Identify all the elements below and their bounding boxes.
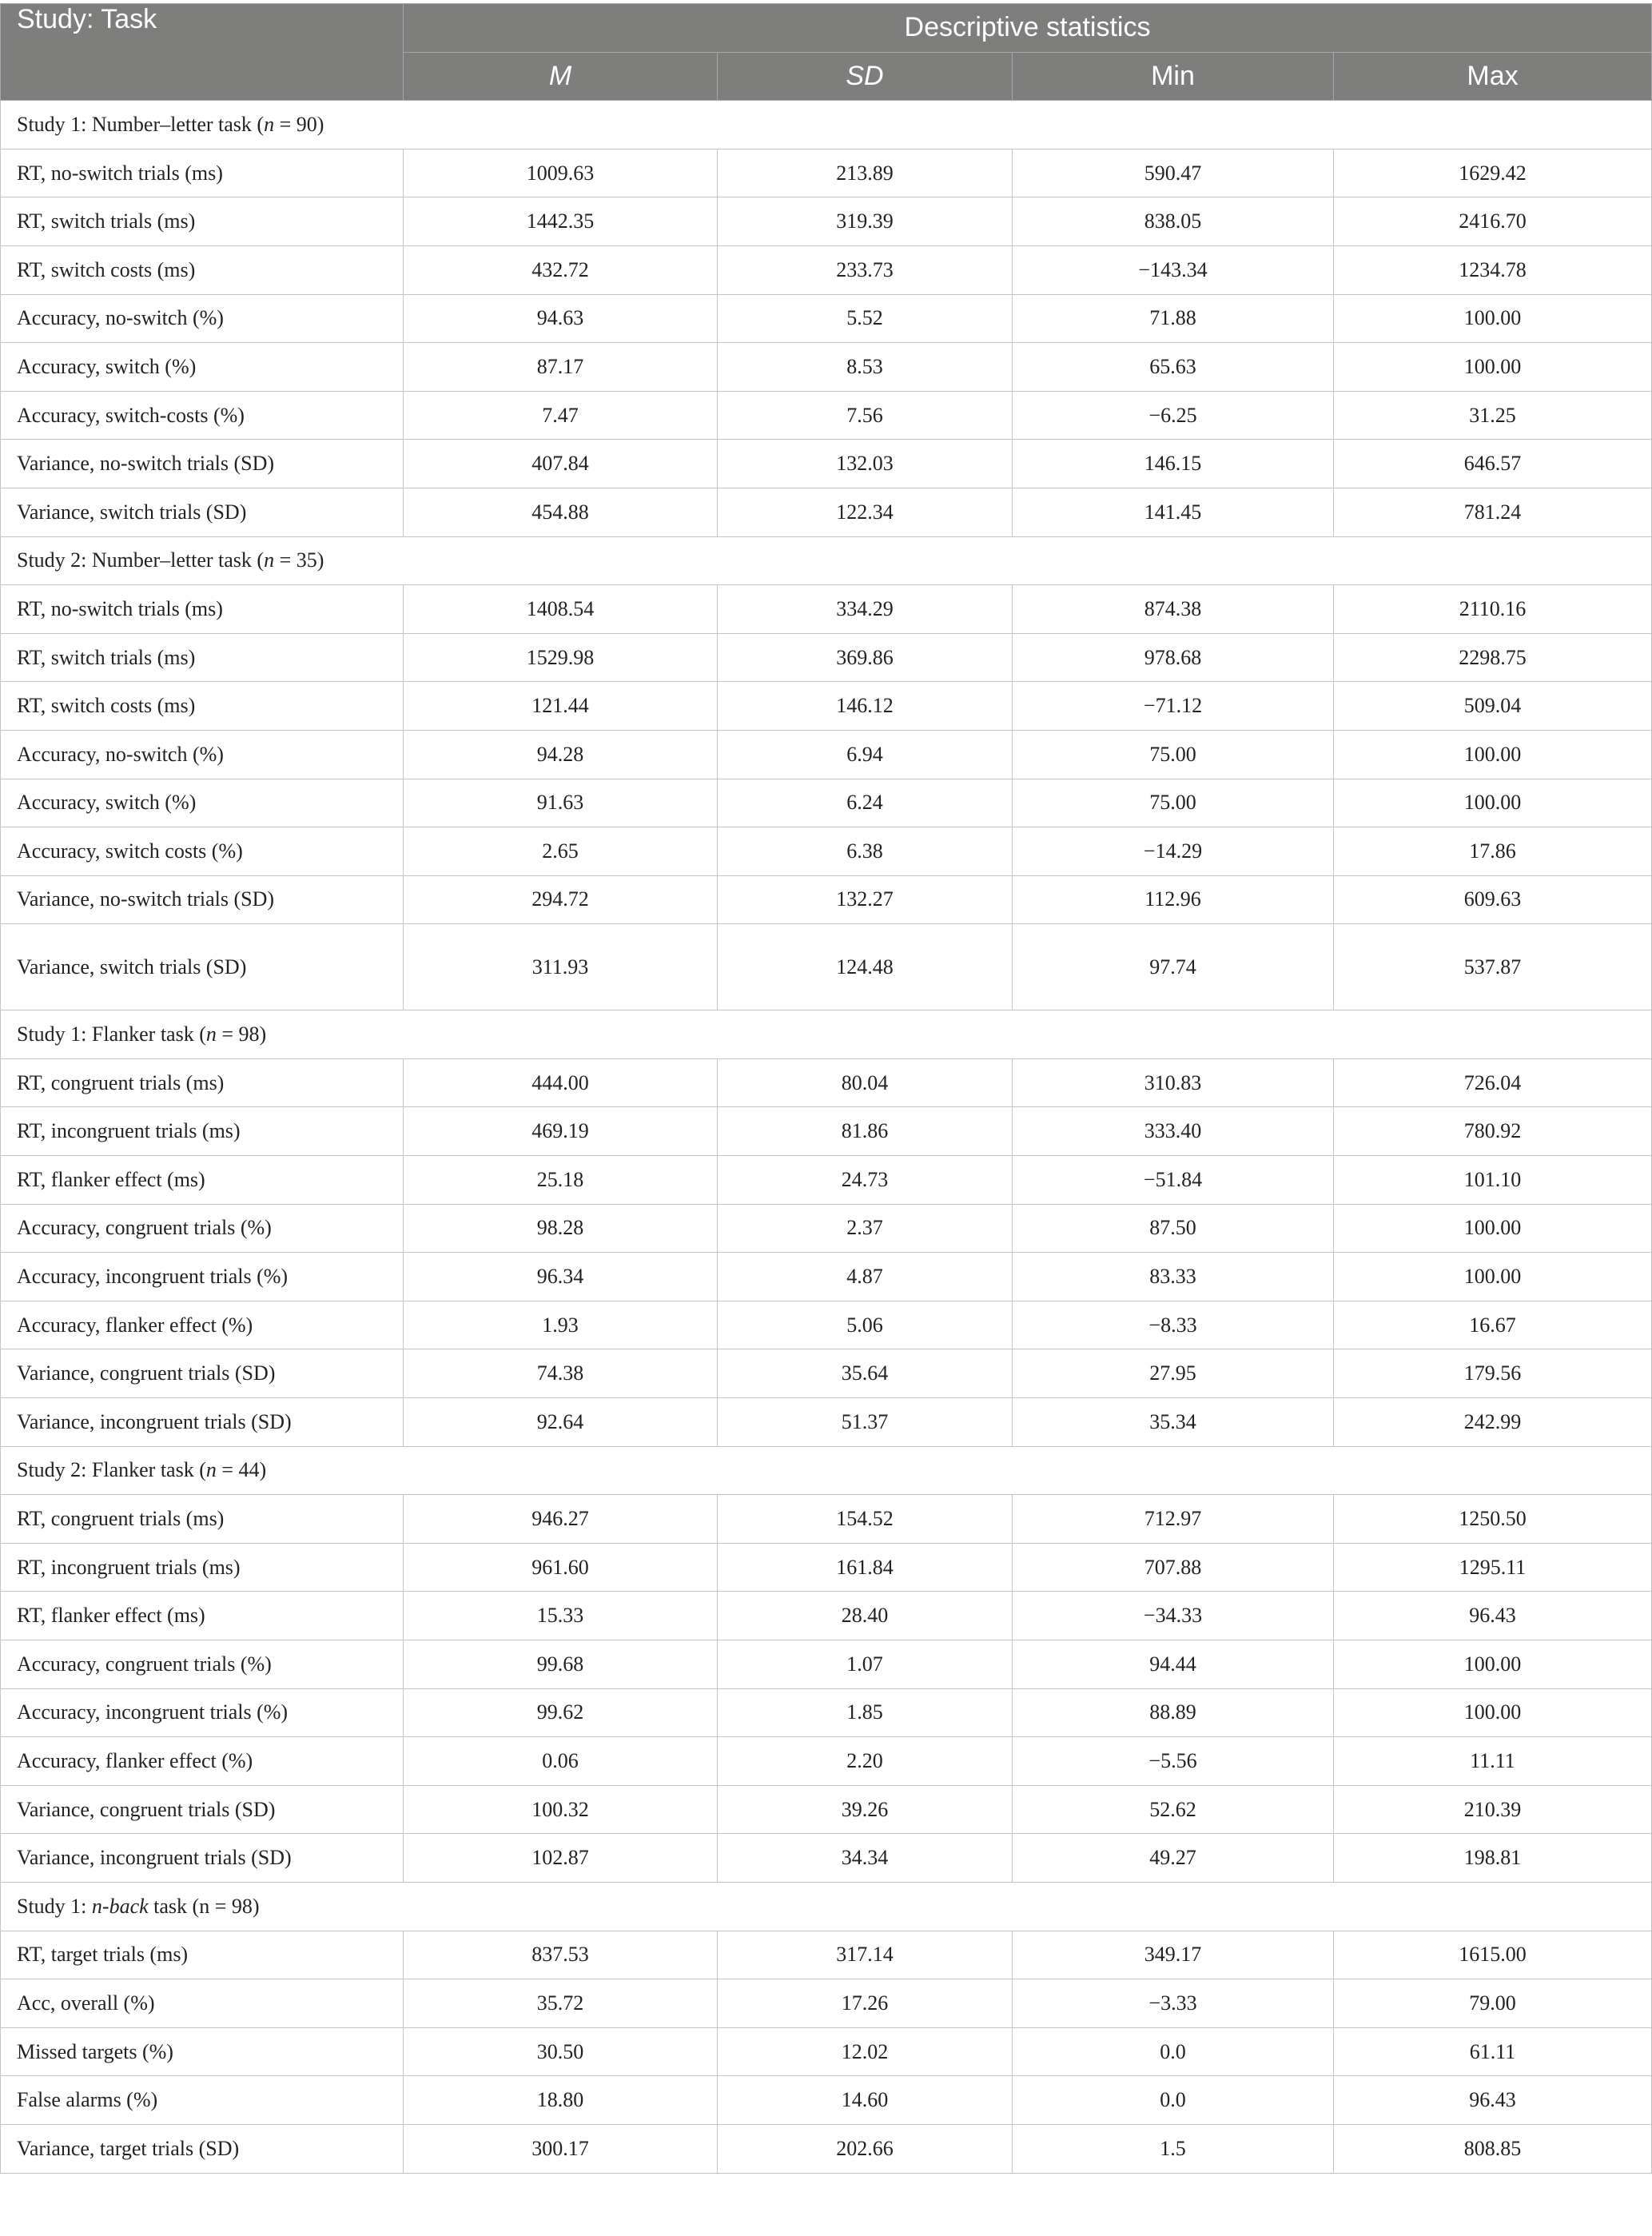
cell-min: 97.74 [1013,924,1334,1010]
section-title-count: = 98) [216,1022,267,1046]
cell-sd: 132.03 [718,440,1013,488]
table-row [1,440,1652,488]
cell-min: 1.5 [1013,2124,1334,2173]
table-row [1,1058,1652,1107]
cell-m: 99.68 [404,1640,718,1689]
row-label: RT, flanker effect (ms) [1,1156,404,1205]
table-row [1,1737,1652,1786]
table-row [1,294,1652,343]
section-row [1,1446,1652,1495]
row-label: Accuracy, incongruent trials (%) [1,1688,404,1737]
cell-min: −71.12 [1013,682,1334,731]
cell-m: 1442.35 [404,197,718,246]
section-title-italic: n [264,112,275,136]
row-label: RT, congruent trials (ms) [1,1058,404,1107]
row-label: Accuracy, switch-costs (%) [1,391,404,440]
table-row [1,2124,1652,2173]
cell-min: 71.88 [1013,294,1334,343]
cell-max: 509.04 [1334,682,1652,731]
cell-m: 407.84 [404,440,718,488]
cell-sd: 317.14 [718,1931,1013,1979]
cell-max: 1629.42 [1334,149,1652,197]
cell-max: 726.04 [1334,1058,1652,1107]
cell-min: 712.97 [1013,1495,1334,1544]
cell-sd: 319.39 [718,197,1013,246]
cell-m: 25.18 [404,1156,718,1205]
cell-sd: 14.60 [718,2076,1013,2125]
table-row [1,1495,1652,1544]
cell-m: 96.34 [404,1253,718,1301]
cell-max: 100.00 [1334,779,1652,827]
cell-sd: 28.40 [718,1592,1013,1640]
section-title-italic: n [264,548,275,572]
row-label: Accuracy, no-switch (%) [1,730,404,779]
cell-min: −143.34 [1013,245,1334,294]
cell-sd: 24.73 [718,1156,1013,1205]
cell-m: 1.93 [404,1301,718,1349]
section-title-count: = 35) [274,548,324,572]
cell-min: 83.33 [1013,1253,1334,1301]
row-label: Accuracy, incongruent trials (%) [1,1253,404,1301]
cell-m: 837.53 [404,1931,718,1979]
cell-min: 0.0 [1013,2076,1334,2125]
table-row [1,2076,1652,2125]
cell-sd: 2.20 [718,1737,1013,1786]
table-row [1,633,1652,682]
cell-sd: 8.53 [718,343,1013,392]
table-row [1,1834,1652,1883]
table-row [1,779,1652,827]
cell-sd: 161.84 [718,1543,1013,1592]
row-label: RT, no-switch trials (ms) [1,585,404,634]
row-label: Variance, congruent trials (SD) [1,1785,404,1834]
descriptive-statistics-table [0,3,1652,2174]
cell-m: 444.00 [404,1058,718,1107]
section-title [1,101,1652,149]
table-row [1,1156,1652,1205]
cell-m: 87.17 [404,343,718,392]
cell-m: 1529.98 [404,633,718,682]
row-label: Variance, no-switch trials (SD) [1,440,404,488]
cell-m: 432.72 [404,245,718,294]
cell-max: 100.00 [1334,1253,1652,1301]
row-label: RT, no-switch trials (ms) [1,149,404,197]
cell-sd: 146.12 [718,682,1013,731]
cell-max: 781.24 [1334,488,1652,536]
cell-min: 65.63 [1013,343,1334,392]
table-row [1,682,1652,731]
table-row [1,2027,1652,2076]
cell-min: 88.89 [1013,1688,1334,1737]
row-label: Accuracy, flanker effect (%) [1,1301,404,1349]
row-label: RT, flanker effect (ms) [1,1592,404,1640]
cell-min: 978.68 [1013,633,1334,682]
cell-max: 17.86 [1334,827,1652,876]
cell-sd: 213.89 [718,149,1013,197]
cell-max: 100.00 [1334,1640,1652,1689]
cell-min: 27.95 [1013,1349,1334,1398]
cell-sd: 51.37 [718,1398,1013,1447]
cell-min: 112.96 [1013,875,1334,924]
cell-max: 2298.75 [1334,633,1652,682]
cell-min: 874.38 [1013,585,1334,634]
section-row [1,101,1652,149]
cell-max: 1234.78 [1334,245,1652,294]
cell-m: 7.47 [404,391,718,440]
cell-min: 87.50 [1013,1204,1334,1253]
cell-m: 454.88 [404,488,718,536]
table-row [1,827,1652,876]
cell-m: 961.60 [404,1543,718,1592]
cell-m: 18.80 [404,2076,718,2125]
cell-sd: 35.64 [718,1349,1013,1398]
cell-min: −5.56 [1013,1737,1334,1786]
row-label: Variance, incongruent trials (SD) [1,1398,404,1447]
cell-max: 198.81 [1334,1834,1652,1883]
row-label: Accuracy, congruent trials (%) [1,1640,404,1689]
cell-min: 75.00 [1013,779,1334,827]
row-label: Variance, congruent trials (SD) [1,1349,404,1398]
cell-m: 294.72 [404,875,718,924]
cell-max: 808.85 [1334,2124,1652,2173]
cell-sd: 81.86 [718,1107,1013,1156]
cell-m: 98.28 [404,1204,718,1253]
row-label: RT, incongruent trials (ms) [1,1543,404,1592]
cell-m: 311.93 [404,924,718,1010]
cell-m: 946.27 [404,1495,718,1544]
table-row [1,488,1652,536]
cell-m: 91.63 [404,779,718,827]
table-row [1,1349,1652,1398]
table-row [1,924,1652,1010]
row-label: Variance, switch trials (SD) [1,924,404,1010]
cell-m: 30.50 [404,2027,718,2076]
section-title [1,1010,1652,1059]
section-title-italic: n [205,1022,217,1046]
cell-sd: 12.02 [718,2027,1013,2076]
cell-m: 35.72 [404,1979,718,2028]
cell-sd: 154.52 [718,1495,1013,1544]
section-title [1,1882,1652,1931]
cell-max: 1250.50 [1334,1495,1652,1544]
cell-sd: 7.56 [718,391,1013,440]
cell-sd: 122.34 [718,488,1013,536]
cell-sd: 34.34 [718,1834,1013,1883]
cell-min: −8.33 [1013,1301,1334,1349]
cell-sd: 17.26 [718,1979,1013,2028]
section-title-count: = 44) [216,1458,267,1482]
section-title-text: Study 2: Number–letter task ( [17,548,265,572]
table-row [1,391,1652,440]
cell-min: 49.27 [1013,1834,1334,1883]
row-label: Accuracy, congruent trials (%) [1,1204,404,1253]
cell-m: 15.33 [404,1592,718,1640]
table-row [1,197,1652,246]
cell-max: 100.00 [1334,294,1652,343]
cell-min: 838.05 [1013,197,1334,246]
section-title-count: = 90) [274,112,324,136]
cell-sd: 80.04 [718,1058,1013,1107]
cell-sd: 334.29 [718,585,1013,634]
cell-m: 121.44 [404,682,718,731]
row-label: RT, incongruent trials (ms) [1,1107,404,1156]
header-task: Study: Task [1,4,404,101]
table-row [1,730,1652,779]
row-label: RT, switch trials (ms) [1,633,404,682]
row-label: Accuracy, no-switch (%) [1,294,404,343]
cell-m: 0.06 [404,1737,718,1786]
cell-min: 35.34 [1013,1398,1334,1447]
cell-min: 94.44 [1013,1640,1334,1689]
section-title-count: task (n = 98) [148,1894,260,1918]
section-title-text: Study 2: Flanker task ( [17,1458,206,1482]
cell-min: 141.45 [1013,488,1334,536]
cell-max: 16.67 [1334,1301,1652,1349]
cell-min: −3.33 [1013,1979,1334,2028]
cell-max: 101.10 [1334,1156,1652,1205]
cell-min: 0.0 [1013,2027,1334,2076]
table-row [1,1931,1652,1979]
cell-max: 537.87 [1334,924,1652,1010]
cell-max: 646.57 [1334,440,1652,488]
cell-min: −34.33 [1013,1592,1334,1640]
cell-max: 242.99 [1334,1398,1652,1447]
section-title-text: Study 1: [17,1894,92,1918]
table-row [1,1301,1652,1349]
table-row [1,1785,1652,1834]
table-row [1,1107,1652,1156]
cell-min: −51.84 [1013,1156,1334,1205]
cell-max: 11.11 [1334,1737,1652,1786]
cell-max: 96.43 [1334,2076,1652,2125]
table-body [1,101,1652,2173]
cell-sd: 1.85 [718,1688,1013,1737]
cell-sd: 1.07 [718,1640,1013,1689]
row-label: Variance, incongruent trials (SD) [1,1834,404,1883]
row-label: Variance, switch trials (SD) [1,488,404,536]
table-row [1,149,1652,197]
row-label: Variance, no-switch trials (SD) [1,875,404,924]
cell-max: 79.00 [1334,1979,1652,2028]
table-row [1,1592,1652,1640]
cell-max: 100.00 [1334,1688,1652,1737]
cell-max: 2110.16 [1334,585,1652,634]
table-row [1,585,1652,634]
cell-min: 707.88 [1013,1543,1334,1592]
cell-sd: 124.48 [718,924,1013,1010]
cell-m: 1009.63 [404,149,718,197]
section-title-text: Study 1: Flanker task ( [17,1022,206,1046]
table-row [1,875,1652,924]
row-label: False alarms (%) [1,2076,404,2125]
cell-m: 2.65 [404,827,718,876]
cell-min: 310.83 [1013,1058,1334,1107]
cell-sd: 202.66 [718,2124,1013,2173]
cell-sd: 5.06 [718,1301,1013,1349]
cell-min: 52.62 [1013,1785,1334,1834]
table-row [1,245,1652,294]
section-title-italic: n-back [91,1894,149,1918]
cell-min: −6.25 [1013,391,1334,440]
header-sd: SD [718,52,1013,101]
cell-m: 1408.54 [404,585,718,634]
cell-m: 94.63 [404,294,718,343]
table-row [1,1543,1652,1592]
cell-max: 1615.00 [1334,1931,1652,1979]
row-label: Accuracy, switch costs (%) [1,827,404,876]
cell-m: 74.38 [404,1349,718,1398]
section-title [1,536,1652,585]
cell-m: 94.28 [404,730,718,779]
header-descriptive-statistics: Descriptive statistics [404,4,1652,53]
cell-sd: 6.94 [718,730,1013,779]
cell-sd: 5.52 [718,294,1013,343]
cell-max: 61.11 [1334,2027,1652,2076]
header-m: M [404,52,718,101]
cell-sd: 132.27 [718,875,1013,924]
cell-min: −14.29 [1013,827,1334,876]
cell-sd: 369.86 [718,633,1013,682]
cell-m: 99.62 [404,1688,718,1737]
row-label: RT, switch costs (ms) [1,682,404,731]
table-row [1,1688,1652,1737]
section-row [1,1010,1652,1059]
cell-max: 1295.11 [1334,1543,1652,1592]
cell-min: 75.00 [1013,730,1334,779]
section-title-italic: n [205,1458,217,1482]
cell-sd: 39.26 [718,1785,1013,1834]
cell-m: 300.17 [404,2124,718,2173]
row-label: Accuracy, switch (%) [1,343,404,392]
row-label: RT, switch trials (ms) [1,197,404,246]
cell-max: 31.25 [1334,391,1652,440]
row-label: RT, switch costs (ms) [1,245,404,294]
cell-sd: 4.87 [718,1253,1013,1301]
header-max: Max [1334,52,1652,101]
cell-max: 609.63 [1334,875,1652,924]
cell-max: 2416.70 [1334,197,1652,246]
cell-sd: 2.37 [718,1204,1013,1253]
row-label: Acc, overall (%) [1,1979,404,2028]
row-label: RT, target trials (ms) [1,1931,404,1979]
cell-sd: 6.38 [718,827,1013,876]
cell-max: 100.00 [1334,343,1652,392]
cell-min: 333.40 [1013,1107,1334,1156]
section-title-text: Study 1: Number–letter task ( [17,112,265,136]
section-row [1,536,1652,585]
row-label: Accuracy, flanker effect (%) [1,1737,404,1786]
table-row [1,1398,1652,1447]
table-row [1,1253,1652,1301]
cell-max: 100.00 [1334,1204,1652,1253]
cell-m: 92.64 [404,1398,718,1447]
table-row [1,343,1652,392]
cell-min: 349.17 [1013,1931,1334,1979]
cell-max: 96.43 [1334,1592,1652,1640]
cell-m: 469.19 [404,1107,718,1156]
section-title [1,1446,1652,1495]
table-header [1,4,1652,101]
row-label: RT, congruent trials (ms) [1,1495,404,1544]
cell-max: 210.39 [1334,1785,1652,1834]
cell-max: 179.56 [1334,1349,1652,1398]
row-label: Variance, target trials (SD) [1,2124,404,2173]
cell-m: 102.87 [404,1834,718,1883]
table-row [1,1640,1652,1689]
table-row [1,1979,1652,2028]
cell-m: 100.32 [404,1785,718,1834]
header-min: Min [1013,52,1334,101]
cell-max: 780.92 [1334,1107,1652,1156]
cell-min: 590.47 [1013,149,1334,197]
cell-min: 146.15 [1013,440,1334,488]
row-label: Accuracy, switch (%) [1,779,404,827]
cell-sd: 233.73 [718,245,1013,294]
cell-max: 100.00 [1334,730,1652,779]
section-row [1,1882,1652,1931]
cell-sd: 6.24 [718,779,1013,827]
row-label: Missed targets (%) [1,2027,404,2076]
table-row [1,1204,1652,1253]
